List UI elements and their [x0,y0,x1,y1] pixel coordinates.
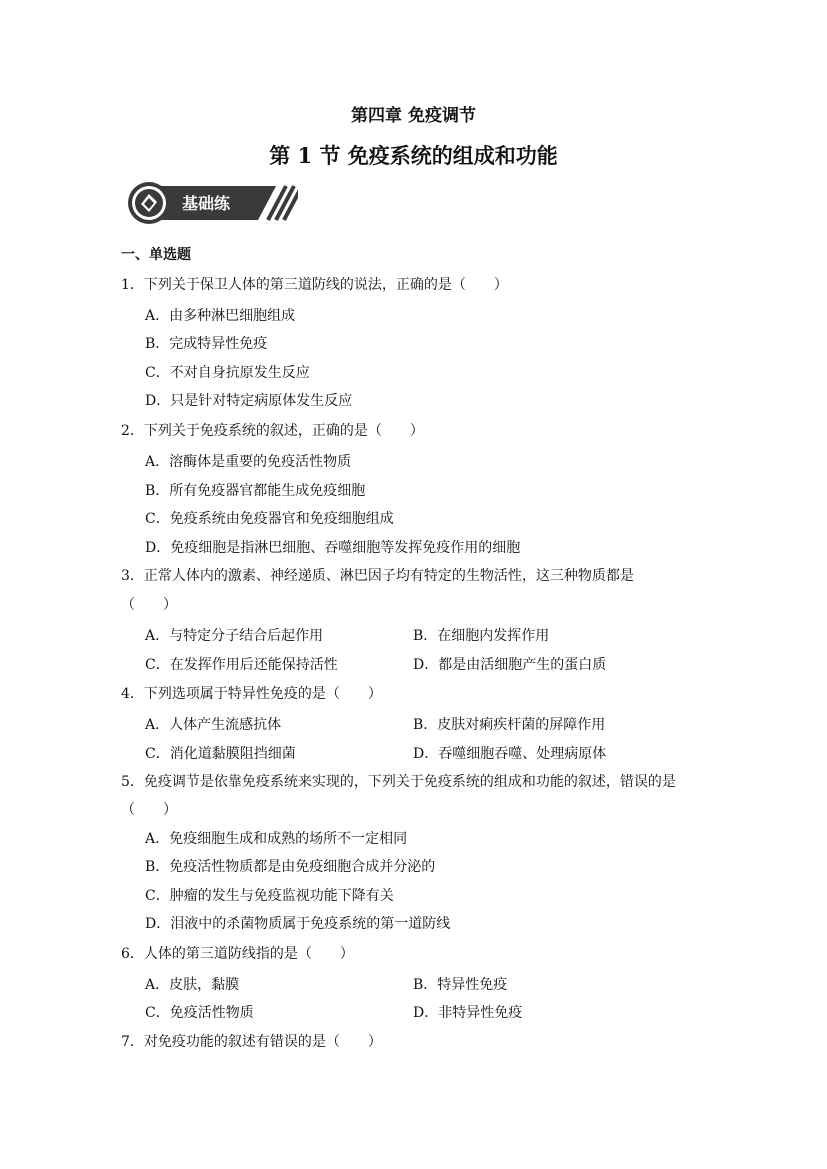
q5-option-a: A．免疫细胞生成和成熟的场所不一定相同 [145,831,408,847]
section-badge [126,180,298,226]
section-title: 第 1 节 免疫系统的组成和功能 [269,143,558,168]
question-3-stem-cont: （ ） [121,597,177,613]
q3-option-a: A．与特定分子结合后起作用 [145,628,324,644]
q1-option-b: B．完成特异性免疫 [145,336,268,352]
q4-option-a: A．人体产生流感抗体 [145,717,282,733]
part-heading: 一、单选题 [121,247,191,263]
question-7-stem: 7．对免疫功能的叙述有错误的是（ ） [121,1034,382,1050]
q6-option-a: A．皮肤，黏膜 [145,977,240,993]
q3-option-b: B．在细胞内发挥作用 [413,628,550,644]
q2-option-b: B．所有免疫器官都能生成免疫细胞 [145,483,366,499]
q4-option-d: D．吞噬细胞吞噬、处理病原体 [413,746,607,762]
q6-option-c: C．免疫活性物质 [145,1005,254,1021]
q1-option-d: D．只是针对特定病原体发生反应 [145,393,353,409]
question-1-stem: 1．下列关于保卫人体的第三道防线的说法，正确的是（ ） [121,277,508,293]
q6-option-d: D．非特异性免疫 [413,1005,523,1021]
q1-option-a: A．由多种淋巴细胞组成 [145,308,296,324]
q5-option-d: D．泪液中的杀菌物质属于免疫系统的第一道防线 [145,916,451,932]
question-5-stem: 5．免疫调节是依靠免疫系统来实现的，下列关于免疫系统的组成和功能的叙述，错误的是 [121,774,676,790]
q3-option-c: C．在发挥作用后还能保持活性 [145,657,338,673]
badge-graphic [126,180,298,226]
question-3-stem: 3．正常人体内的激素、神经递质、淋巴因子均有特定的生物活性，这三种物质都是 [121,568,634,584]
q2-option-c: C．免疫系统由免疫器官和免疫细胞组成 [145,511,394,527]
q3-option-d: D．都是由活细胞产生的蛋白质 [413,657,607,673]
q5-option-b: B．免疫活性物质都是由免疫细胞合成并分泌的 [145,859,436,875]
q1-option-c: C．不对自身抗原发生反应 [145,365,310,381]
question-4-stem: 4．下列选项属于特异性免疫的是（ ） [121,686,382,702]
q4-option-c: C．消化道黏膜阻挡细菌 [145,746,296,762]
q5-option-c: C．肿瘤的发生与免疫监视功能下降有关 [145,888,394,904]
question-5-stem-cont: （ ） [121,802,177,818]
question-2-stem: 2．下列关于免疫系统的叙述，正确的是（ ） [121,423,424,439]
question-6-stem: 6．人体的第三道防线指的是（ ） [121,946,354,962]
q2-option-a: A．溶酶体是重要的免疫活性物质 [145,454,352,470]
badge-label: 基础练 [182,194,231,213]
q2-option-d: D．免疫细胞是指淋巴细胞、吞噬细胞等发挥免疫作用的细胞 [145,540,521,556]
q6-option-b: B．特异性免疫 [413,977,508,993]
q4-option-b: B．皮肤对痢疾杆菌的屏障作用 [413,717,606,733]
chapter-title: 第四章 免疫调节 [351,106,476,126]
